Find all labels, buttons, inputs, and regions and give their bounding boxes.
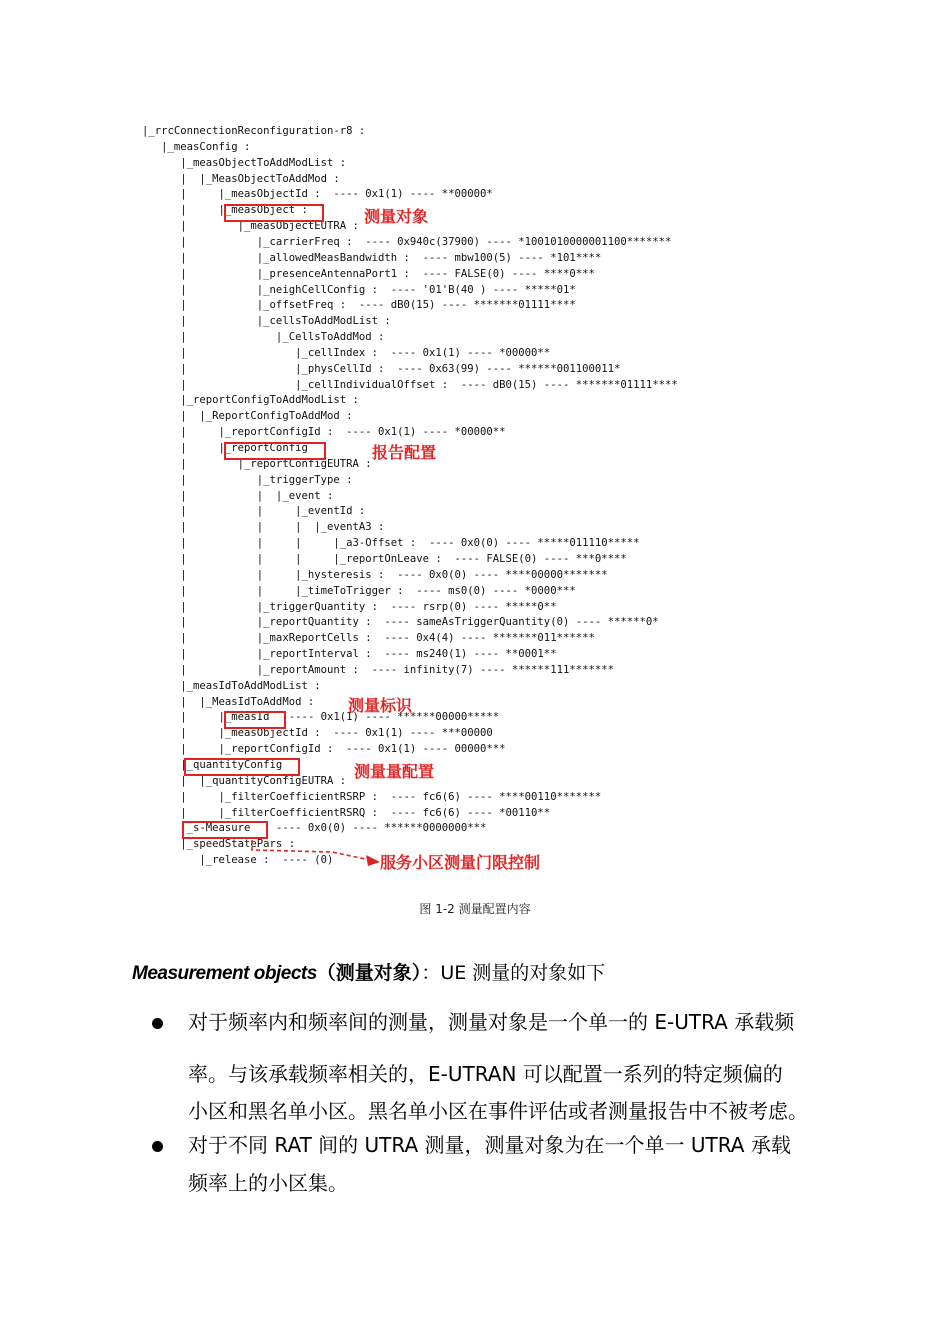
heading-chinese: （测量对象） — [316, 962, 422, 984]
tree-line: | |_reportConfigId : ---- 0x1(1) ---- *00000** — [142, 426, 506, 439]
tree-line: | |_quantityConfigEUTRA : — [142, 774, 347, 787]
tree-line: |_speedStatePars : — [142, 838, 296, 851]
tree-line: | | |_hysteresis : ---- 0x0(0) ---- ****00000******* — [142, 568, 608, 581]
tree-line: | |_neighCellConfig : ---- '01'B(40 ) ---- *****01* — [142, 283, 576, 296]
tree-line: | | | |_reportOnLeave : ---- FALSE(0) ---- ***0**** — [142, 552, 627, 565]
tree-line: | |_cellsToAddModList : — [142, 315, 391, 328]
bullet-line: 小区和黑名单小区。黑名单小区在事件评估或者测量报告中不被考虑。 — [188, 1099, 808, 1123]
figure-caption: 图 1-2 测量配置内容 — [419, 902, 531, 916]
tree-line: | |_MeasIdToAddMod : — [142, 695, 315, 708]
tree-line: | |_measId ---- 0x1(1) ---- ******00000***** — [142, 711, 500, 724]
heading-rest: ：UE 测量的对象如下 — [421, 962, 606, 984]
tree-line: | |_maxReportCells : ---- 0x4(4) ---- *******011****** — [142, 632, 595, 645]
bullet-line: 频率上的小区集。 — [188, 1171, 348, 1195]
tree-line: | |_reportInterval : ---- ms240(1) ---- **0001** — [142, 648, 557, 661]
tree-line: | |_reportConfigId : ---- 0x1(1) ---- 00000*** — [142, 743, 506, 756]
tree-line: | |_cellIndividualOffset : ---- dB0(15) ---- *******01111**** — [142, 378, 678, 391]
bullet-line: 对于不同 RAT 间的 UTRA 测量，测量对象为在一个单一 UTRA 承载 — [188, 1133, 791, 1157]
tree-line: |_s-Measure ---- 0x0(0) ---- ******0000000*** — [142, 822, 487, 835]
annotation-s-measure: 服务小区测量门限控制 — [380, 853, 541, 872]
bullet-dot — [152, 1141, 163, 1152]
measurement-config-figure — [142, 124, 782, 884]
tree-line: | |_measObjectId : ---- 0x1(1) ---- ***00000 — [142, 727, 493, 740]
annotation-meas-id: 测量标识 — [348, 696, 413, 715]
section-heading — [132, 958, 605, 985]
heading-english: Measurement objects — [132, 963, 317, 984]
tree-line: | | |_event : — [142, 489, 334, 502]
tree-line: |_quantityConfig — [142, 759, 283, 771]
tree-line: | | |_eventId : — [142, 505, 366, 518]
tree-line: | |_ReportConfigToAddMod : — [142, 410, 353, 423]
bullet-item — [152, 1131, 882, 1197]
tree-line: | | | |_eventA3 : — [142, 521, 385, 534]
bullet-line: 率。与该承载频率相关的，E-UTRAN 可以配置一系列的特定频偏的 — [188, 1062, 783, 1086]
tree-line: | |_reportAmount : ---- infinity(7) ---- ******111******* — [142, 663, 614, 676]
tree-line: |_measConfig : — [142, 140, 251, 153]
tree-line: | |_carrierFreq : ---- 0x940c(37900) ---- *1001010000001100******* — [142, 235, 672, 248]
annotation-quantity-config: 测量量配置 — [354, 762, 435, 781]
tree-line: | |_allowedMeasBandwidth : ---- mbw100(5) ---- *101**** — [142, 251, 602, 264]
tree-line: | | | |_a3-Offset : ---- 0x0(0) ---- *****011110***** — [142, 537, 640, 550]
tree-line: |_measObjectToAddModList : — [142, 156, 347, 169]
bullet-text — [188, 1131, 882, 1197]
tree-line: | |_filterCoefficientRSRQ : ---- fc6(6) ---- *00110** — [142, 806, 551, 819]
tree-line: | |_measObjectEUTRA : — [142, 220, 359, 233]
tree-line: | |_reportQuantity : ---- sameAsTriggerQuantity(0) ---- ******0* — [142, 616, 659, 629]
tree-line: | |_filterCoefficientRSRP : ---- fc6(6) ---- ****00110******* — [142, 790, 602, 803]
tree-line: | |_presenceAntennaPort1 : ---- FALSE(0) ---- ****0*** — [142, 267, 595, 280]
annotation-report-config: 报告配置 — [372, 443, 437, 462]
annotation-meas-object: 测量对象 — [364, 207, 429, 226]
tree-line: | |_measObjectId : ---- 0x1(1) ---- **00000* — [142, 188, 493, 201]
tree-line: | |_measObject : — [142, 204, 308, 217]
tree-line: | | |_timeToTrigger : ---- ms0(0) ---- *0000*** — [142, 584, 576, 597]
tree-line: | |_triggerQuantity : ---- rsrp(0) ---- *****0** — [142, 600, 557, 613]
tree-line: | |_reportConfig — [142, 442, 308, 454]
tree-line: |_measIdToAddModList : — [142, 679, 321, 692]
tree-line: |_reportConfigToAddModList : — [142, 394, 359, 407]
tree-line: |_rrcConnectionReconfiguration-r8 : — [142, 125, 366, 137]
bullet-text — [188, 1008, 882, 1125]
tree-line: | |_triggerType : — [142, 473, 353, 486]
tree-line: | |_MeasObjectToAddMod : — [142, 172, 340, 185]
tree-line: | |_cellIndex : ---- 0x1(1) ---- *00000** — [142, 346, 551, 359]
tree-line: |_release : ---- (0) — [142, 854, 334, 867]
tree-line: | |_CellsToAddMod : — [142, 331, 385, 344]
arrow-s-measure — [142, 124, 782, 884]
bullet-line: 对于频率内和频率间的测量，测量对象是一个单一的 E-UTRA 承载频 — [188, 1010, 795, 1034]
tree-line: | |_offsetFreq : ---- dB0(15) ---- *******01111**** — [142, 299, 576, 312]
tree-line: | |_physCellId : ---- 0x63(99) ---- ******001100011* — [142, 362, 621, 375]
tree-line: | |_reportConfigEUTRA : — [142, 457, 372, 470]
bullet-item — [152, 1008, 882, 1125]
bullet-dot — [152, 1018, 163, 1029]
